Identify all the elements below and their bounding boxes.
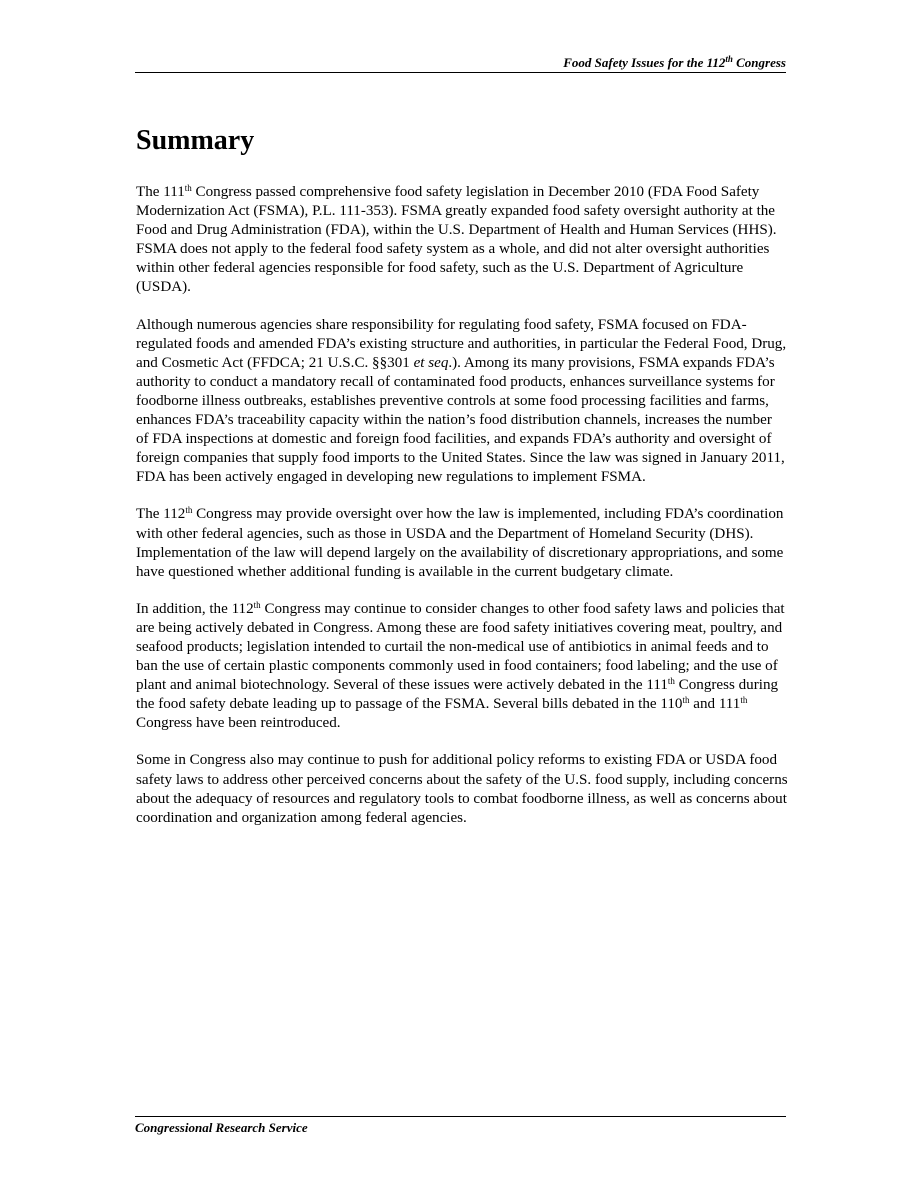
paragraph-3-text-b: Congress may provide oversight over how the law is implemented, including FDA’s coordination with other federal agencies, such as those in USDA and the Department of Homeland Security (DHS). Implementation of the law will depend largely on the availability of discretionary appropriations, and some have questioned whether additional funding is available in the current budgetary climate. — [136, 506, 784, 580]
paragraph-4-ordinal-3: th — [682, 695, 690, 706]
running-header — [135, 55, 786, 71]
paragraph-4-text-c: Congress during the food safety debate leading up to passage of the FSMA. Several bills debated in the 110 — [136, 677, 779, 713]
paragraph-3-ordinal: th — [185, 505, 193, 516]
paragraph-2-italic: et seq — [413, 354, 449, 371]
paragraph-4-ordinal-2: th — [667, 676, 675, 687]
paragraph-1-text-b: Congress passed comprehensive food safety legislation in December 2010 (FDA Food Safety Modernization Act (FSMA), P.L. 111-353). FSMA greatly expanded food safety oversight authority at the Food and Drug Administration (FDA), within the U.S. Department of Health and Human Services (HHS). FSMA does not apply to the federal food safety system as a whole, and did not alter oversight authorities within other federal agencies responsible for food safety, such as the U.S. Department of Agriculture (USDA). — [136, 184, 777, 296]
running-header-title-end: Congress — [732, 55, 786, 70]
paragraph-1 — [136, 183, 788, 298]
paragraph-4-text-b: Congress may continue to consider changes to other food safety laws and policies that are being actively debated in Congress. Among these are food safety initiatives covering meat, poultry, and seafood products; legislation intended to curtail the non-medical use of antibiotics in animal feeds and to ban the use of certain plastic components commonly used in food containers; food labeling; and the use of plant and animal biotechnology. Several of these issues were actively debated in the 111 — [136, 600, 785, 694]
paragraph-5: Some in Congress also may continue to push for additional policy reforms to existing FDA or USDA food safety laws to address other perceived concerns about the safety of the U.S. food supply, including concerns about the adequacy of resources and regulatory tools to combat foodborne illness, as well as concerns about coordination and organization among federal agencies. — [136, 752, 788, 826]
paragraph-3-text-a: The 112 — [136, 506, 186, 523]
header-divider — [135, 72, 786, 73]
paragraph-2 — [136, 316, 788, 488]
paragraph-1-ordinal: th — [184, 183, 192, 193]
paragraph-4-ordinal-4: th — [740, 695, 748, 706]
paragraph-4-text-e: Congress have been reintroduced. — [136, 715, 341, 732]
running-header-title: Food Safety Issues for the 112 — [563, 55, 726, 70]
paragraph-2-text-b: .). Among its many provisions, FSMA expands FDA’s authority to conduct a mandatory recall of contaminated food products, enhances surveillance systems for foodborne illness outbreaks, establishes preventive controls at some food processing facilities and farms, enhances FDA’s traceability capacity within the nation’s food distribution channels, increases the number of FDA inspections at domestic and foreign food facilities, and expands FDA’s authority and oversight of foreign companies that supply food imports to the United States. Since the law was signed in January 2011, FDA has been actively engaged in developing new regulations to implement FSMA. — [136, 354, 785, 486]
page-body — [136, 124, 788, 846]
footer-divider — [135, 1116, 786, 1117]
paragraph-2-text-a: Although numerous agencies share responsibility for regulating food safety, FSMA focused on FDA-regulated foods and amended FDA’s existing structure and authorities, in particular the Federal Food, Drug, and Cosmetic Act (FFDCA; 21 U.S.C. §§301 — [136, 316, 787, 371]
section-heading: Summary — [136, 125, 255, 156]
paragraph-4-ordinal-1: th — [253, 599, 261, 610]
paragraph-4-text-a: In addition, the 112 — [136, 600, 254, 617]
paragraph-4-text-d: and 111 — [689, 696, 741, 713]
paragraph-1-text-a: The 111 — [136, 184, 185, 200]
running-header-ordinal: th — [725, 54, 733, 64]
paragraph-3 — [136, 505, 788, 581]
paragraph-4 — [136, 600, 788, 734]
running-footer: Congressional Research Service — [135, 1120, 308, 1135]
